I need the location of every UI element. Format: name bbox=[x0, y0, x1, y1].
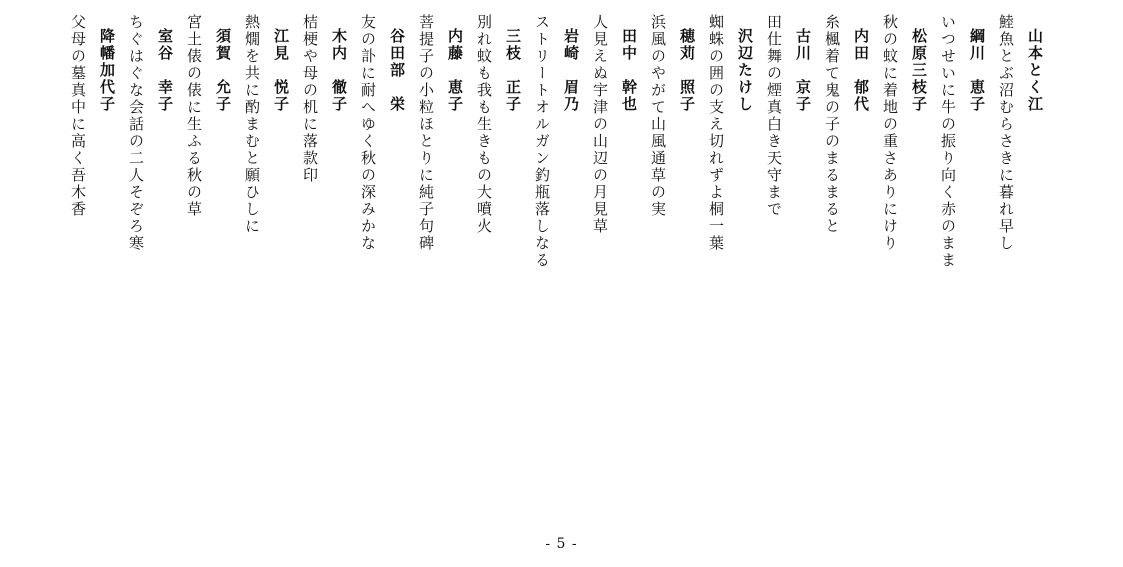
haiku-entry bbox=[705, 14, 755, 269]
poet-name: 江見 悦子 bbox=[272, 28, 290, 113]
poet-name: 降幡加代子 bbox=[98, 28, 116, 113]
poet-name: 木内 徹子 bbox=[330, 28, 348, 113]
haiku-entry bbox=[821, 14, 871, 269]
haiku-verse: 熱燗を共に酌まむと願ひしに bbox=[243, 14, 261, 235]
poet-name: 内田 郁代 bbox=[852, 28, 870, 113]
haiku-verse: 宮土俵の俵に生ふる秋の草 bbox=[185, 14, 203, 218]
haiku-entry bbox=[357, 14, 407, 269]
haiku-verse: 桔梗や母の机に落款印 bbox=[301, 14, 319, 184]
haiku-entry bbox=[241, 14, 291, 269]
haiku-entry bbox=[763, 14, 813, 269]
haiku-entry bbox=[183, 14, 233, 269]
haiku-entry bbox=[125, 14, 175, 269]
poet-name: 穂苅 照子 bbox=[678, 28, 696, 113]
haiku-entry bbox=[415, 14, 465, 269]
haiku-verse: 別れ蚊も我も生きもの大噴火 bbox=[475, 14, 493, 235]
haiku-entry bbox=[879, 14, 929, 269]
poet-name: 谷田部 栄 bbox=[388, 28, 406, 113]
haiku-verse: いつせいに牛の振り向く赤のまま bbox=[939, 14, 957, 269]
haiku-verse: 蜘蛛の囲の支え切れずよ桐一葉 bbox=[707, 14, 725, 252]
poet-name: 沢辺たけし bbox=[736, 28, 754, 113]
haiku-entry bbox=[473, 14, 523, 269]
haiku-verse: 鯥魚とぶ沼むらさきに暮れ早し bbox=[997, 14, 1015, 252]
poet-name: 松原三枝子 bbox=[910, 28, 928, 113]
haiku-verse: 菩提子の小粒ほとりに純子句碑 bbox=[417, 14, 435, 252]
haiku-verse: 友の訃に耐へゆく秋の深みかな bbox=[359, 14, 377, 252]
poet-name: 三枝 正子 bbox=[504, 28, 522, 113]
haiku-entry bbox=[531, 14, 581, 269]
poet-name: 古川 京子 bbox=[794, 28, 812, 113]
poet-name: 室谷 幸子 bbox=[156, 28, 174, 113]
poet-name: 山本とく江 bbox=[1026, 28, 1044, 113]
haiku-verse: 父母の墓真中に高く吾木香 bbox=[69, 14, 87, 218]
haiku-verse: 糸楓着て鬼の子のまるまると bbox=[823, 14, 841, 235]
haiku-verse: 浜風のやがて山風通草の実 bbox=[649, 14, 667, 218]
haiku-verse: ストリートオルガン釣瓶落しなる bbox=[533, 14, 551, 269]
poet-name: 綱川 恵子 bbox=[968, 28, 986, 113]
haiku-entry bbox=[67, 14, 117, 269]
poet-name: 内藤 恵子 bbox=[446, 28, 464, 113]
haiku-entry bbox=[995, 14, 1045, 269]
haiku-verse: ちぐはぐな会話の二人そぞろ寒 bbox=[127, 14, 145, 252]
haiku-columns bbox=[67, 14, 1045, 269]
haiku-verse: 秋の蚊に着地の重さありにけり bbox=[881, 14, 899, 252]
haiku-entry bbox=[647, 14, 697, 269]
haiku-entry bbox=[589, 14, 639, 269]
poet-name: 田中 幹也 bbox=[620, 28, 638, 113]
haiku-entry bbox=[299, 14, 349, 269]
poet-name: 須賀 允子 bbox=[214, 28, 232, 113]
poet-name: 岩崎 眉乃 bbox=[562, 28, 580, 113]
haiku-verse: 田仕舞の煙真白き天守まで bbox=[765, 14, 783, 218]
haiku-entry bbox=[937, 14, 987, 269]
haiku-verse: 人見えぬ宇津の山辺の月見草 bbox=[591, 14, 609, 235]
page-number: - 5 - bbox=[545, 536, 578, 552]
